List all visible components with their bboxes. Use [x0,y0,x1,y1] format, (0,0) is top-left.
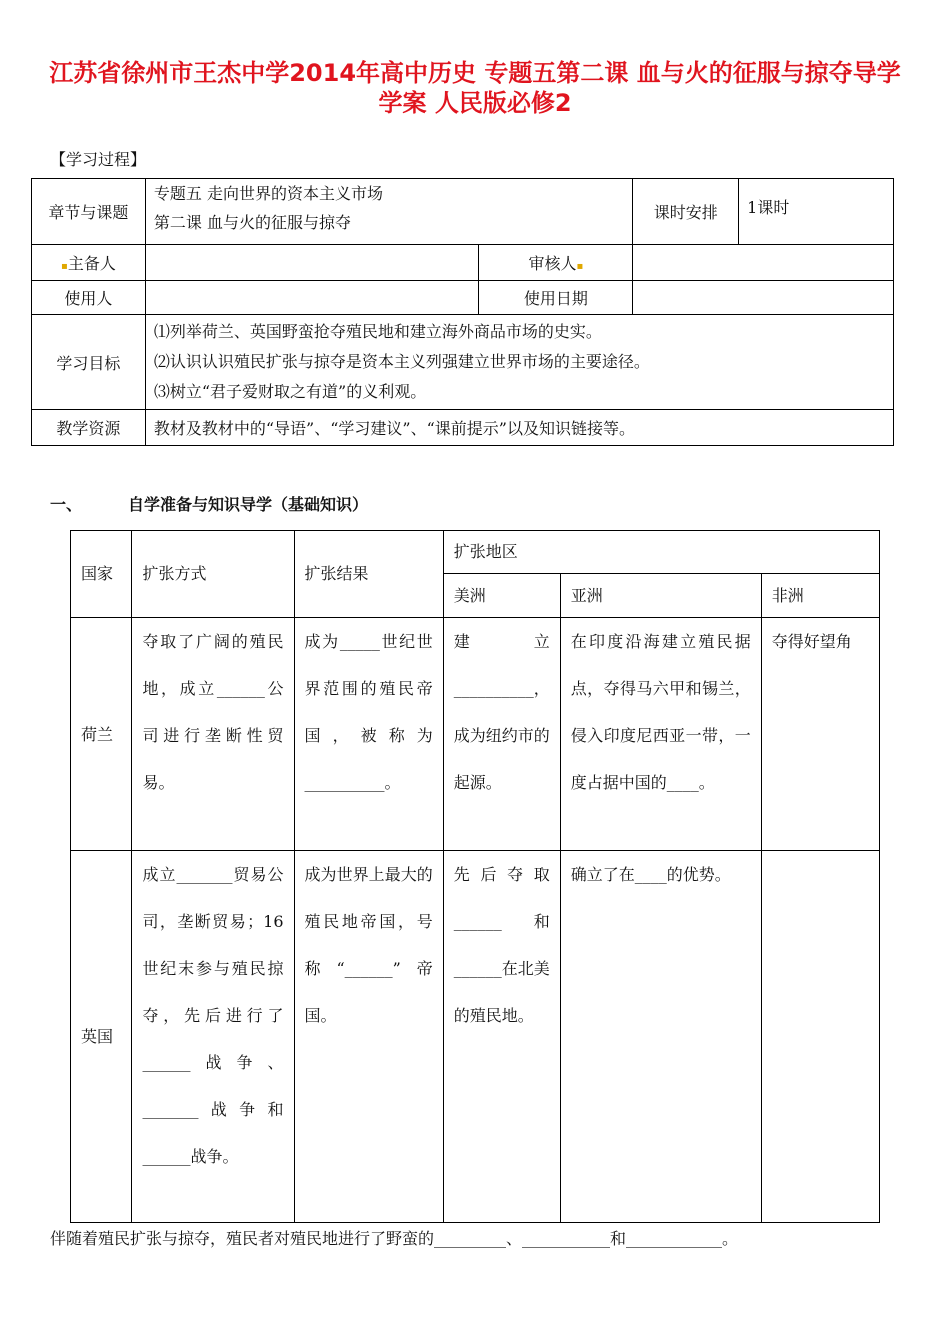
user-value-cell [145,281,479,315]
section-one-title: 自学准备与知识导学（基础知识） [128,495,369,514]
country-name: 英国 [81,1027,114,1046]
chapter-label: 章节与课题 [48,203,129,222]
goal-item: ⑵认识认识殖民扩张与掠夺是资本主义列强建立世界市场的主要途径。 [153,352,650,371]
section-one-number: 一、 [50,495,83,514]
header-asia-label: 亚洲 [570,585,603,605]
table-row [71,618,880,851]
header-method [132,531,294,618]
resources-label: 教学资源 [56,419,121,438]
africa-cell: 夺得好望角 [761,618,879,851]
reviewer-label-cell [479,245,633,281]
method-cell: 夺取了广阔的殖民地，成立______公司进行垄断性贸易。 [132,618,294,851]
date-label: 使用日期 [523,289,588,308]
hours-label: 课时安排 [653,203,718,222]
asia-cell: 在印度沿海建立殖民据点，夺得马六甲和锡兰，侵入印度尼西亚一带，一度占据中国的____。 [560,618,761,851]
header-country-label: 国家 [81,564,114,583]
header-africa-label: 非洲 [771,585,804,605]
america-cell: 先后夺取______和______在北美的殖民地。 [443,851,560,1223]
chapter-line-2: 第二课 血与火的征服与掠夺 [153,213,351,232]
preparer-label: 主备人 [67,254,116,273]
resources-value-cell [145,410,893,446]
country-cell [71,851,132,1223]
info-table [31,178,894,446]
country-cell [71,618,132,851]
resources-value: 教材及教材中的“导语”、“学习建议”、“课前提示”以及知识链接等。 [153,419,635,438]
header-america [443,574,560,618]
marker-dot: ▪ [61,261,68,272]
hours-value: 1课时 [747,198,790,217]
user-label: 使用人 [64,289,113,308]
reviewer-value-cell [633,245,894,281]
header-country [71,531,132,618]
date-value-cell [633,281,894,315]
goals-value-cell [145,315,893,410]
marker-dot: ▪ [576,261,584,272]
hours-label-cell [633,179,739,245]
expansion-table [70,530,880,1223]
goals-label: 学习目标 [56,353,121,373]
chapter-label-cell [32,179,146,245]
header-asia [560,574,761,618]
asia-cell: 确立了在____的优势。 [560,851,761,1223]
preparer-label-cell [32,245,146,281]
method-cell: 成立_______贸易公司，垄断贸易；16世纪末参与殖民掠夺，先后进行了______战争、_______战争和______战争。 [132,851,294,1223]
header-america-label: 美洲 [453,585,486,605]
header-region [443,531,879,574]
resources-label-cell [32,410,146,446]
reviewer-label: 审核人 [528,254,577,273]
result-cell: 成为世界上最大的殖民地帝国，号称“______”帝国。 [294,851,443,1223]
chapter-value-cell [145,179,632,245]
preparer-value-cell [145,245,479,281]
header-method-label: 扩张方式 [142,564,207,583]
header-region-label: 扩张地区 [453,542,518,561]
section-process-label: 【学习过程】 [50,150,147,169]
bottom-fill-in-text: 伴随着殖民扩张与掠夺，殖民者对殖民地进行了野蛮的_________、___________和____________。 [50,1229,739,1248]
goal-item: ⑴列举荷兰、英国野蛮抢夺殖民地和建立海外商品市场的史实。 [153,322,602,341]
date-label-cell [479,281,633,315]
header-result [294,531,443,618]
america-cell: 建立__________，成为纽约市的起源。 [443,618,560,851]
document-title: 江苏省徐州市王杰中学2014年高中历史 专题五第二课 血与火的征服与掠夺导学学案 人民版必修2 [49,59,901,117]
result-cell: 成为_____世纪世界范围的殖民帝国，被称为 __________。 [294,618,443,851]
user-label-cell [32,281,146,315]
country-name: 荷兰 [81,724,114,744]
table-row [71,851,880,1223]
hours-value-cell [739,179,894,245]
goal-item: ⑶树立“君子爱财取之有道”的义利观。 [153,382,427,401]
section-one-heading [50,492,368,515]
header-result-label: 扩张结果 [304,564,369,583]
goals-label-cell [32,315,146,410]
africa-cell [761,851,879,1223]
header-africa [761,574,879,618]
chapter-line-1: 专题五 走向世界的资本主义市场 [153,184,383,203]
